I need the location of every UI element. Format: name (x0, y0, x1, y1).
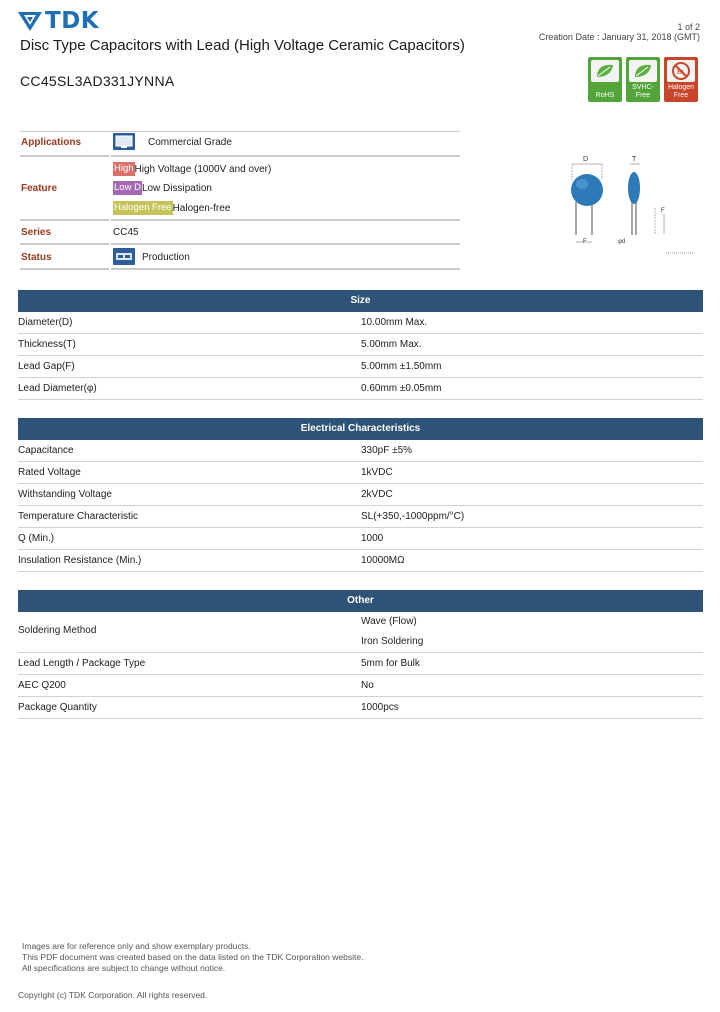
feature-text: Low Dissipation (141, 182, 212, 194)
page-number: 1 of 2 (677, 22, 700, 32)
label-f: F (583, 239, 587, 245)
separator (111, 268, 460, 270)
rohs-badge (588, 57, 622, 102)
applications-value: Commercial Grade (148, 137, 232, 148)
table-row: Lead Diameter(φ) 0.60mm ±0.05mm (18, 378, 703, 400)
table-row: Temperature Characteristic SL(+350,-1000ppm/°C) (18, 506, 703, 528)
table-row: Insulation Resistance (Min.) 10000MΩ (18, 550, 703, 572)
production-icon (113, 248, 135, 265)
rohs-label: RoHS (595, 91, 615, 99)
table-row: Package Quantity 1000pcs (18, 697, 703, 719)
halogen-free-label: Halogen Free (667, 84, 695, 99)
table-row: Thickness(T) 5.00mm Max. (18, 334, 703, 356)
label-t: T (632, 156, 637, 163)
feature-text: High Voltage (1000V and over) (134, 163, 272, 175)
feature-label: Feature (21, 183, 58, 194)
applications-label: Applications (21, 137, 82, 148)
monitor-icon (113, 133, 135, 150)
separator (111, 155, 460, 157)
creation-date: Creation Date : January 31, 2018 (GMT) (538, 32, 700, 42)
separator (20, 268, 109, 270)
table-row: Capacitance 330pF ±5% (18, 440, 703, 462)
document-title: Disc Type Capacitors with Lead (High Voltage Ceramic Capacitors) (20, 37, 465, 54)
leaf-icon (594, 62, 616, 80)
high-voltage-tag: High (114, 163, 134, 174)
tdk-logo (18, 9, 99, 33)
compliance-badges (588, 57, 698, 102)
side-view (618, 156, 694, 253)
table-row: AEC Q200 No (18, 675, 703, 697)
label-phi-d: φd (618, 239, 626, 245)
copyright: Copyright (c) TDK Corporation. All rights reserved. (18, 990, 208, 1000)
part-number: CC45SL3AD331JYNNA (20, 73, 175, 89)
label-side-f: F (661, 208, 665, 214)
feature-item-high-voltage (113, 162, 271, 176)
summary-top-line (20, 131, 460, 132)
logo-text: TDK (45, 8, 100, 34)
feature-text: Halogen-free (172, 202, 231, 214)
separator (111, 219, 460, 221)
footnote: This PDF document was created based on the data listed on the TDK Corporation website. (22, 952, 364, 962)
capacitor-dimension-diagram (560, 150, 700, 260)
electrical-heading: Electrical Characteristics (18, 418, 703, 440)
front-view (571, 156, 603, 245)
reach-badge (626, 57, 660, 102)
series-label: Series (21, 227, 52, 238)
table-row: Diameter(D) 10.00mm Max. (18, 312, 703, 334)
halogen-free-badge (664, 57, 698, 102)
status-label: Status (21, 252, 52, 263)
separator (20, 219, 109, 221)
tdk-logo-icon (18, 10, 42, 32)
separator (111, 243, 460, 245)
footnote: All specifications are subject to change without notice. (22, 963, 226, 973)
table-row: Soldering Method Wave (Flow) Iron Soldering (18, 612, 703, 653)
status-value: Production (142, 252, 190, 263)
svg-text:Br: Br (677, 69, 684, 76)
feature-item-low-dissipation (113, 181, 212, 195)
halogen-free-tag: Halogen Free (114, 202, 172, 213)
size-heading: Size (18, 290, 703, 312)
table-row: Q (Min.) 1000 (18, 528, 703, 550)
halogen-free-icon (670, 61, 692, 81)
series-value: CC45 (113, 227, 139, 238)
reach-label: REACH SVHC-Free (630, 76, 656, 99)
feature-item-halogen-free (113, 201, 230, 215)
label-d: D (583, 156, 589, 163)
footnote: Images are for reference only and show exemplary products. (22, 941, 251, 951)
table-row: Lead Gap(F) 5.00mm ±1.50mm (18, 356, 703, 378)
table-row: Rated Voltage 1kVDC (18, 462, 703, 484)
separator (20, 243, 109, 245)
low-d-tag: Low D (114, 182, 141, 193)
table-row: Withstanding Voltage 2kVDC (18, 484, 703, 506)
table-row: Lead Length / Package Type 5mm for Bulk (18, 653, 703, 675)
separator (20, 155, 109, 157)
other-heading: Other (18, 590, 703, 612)
